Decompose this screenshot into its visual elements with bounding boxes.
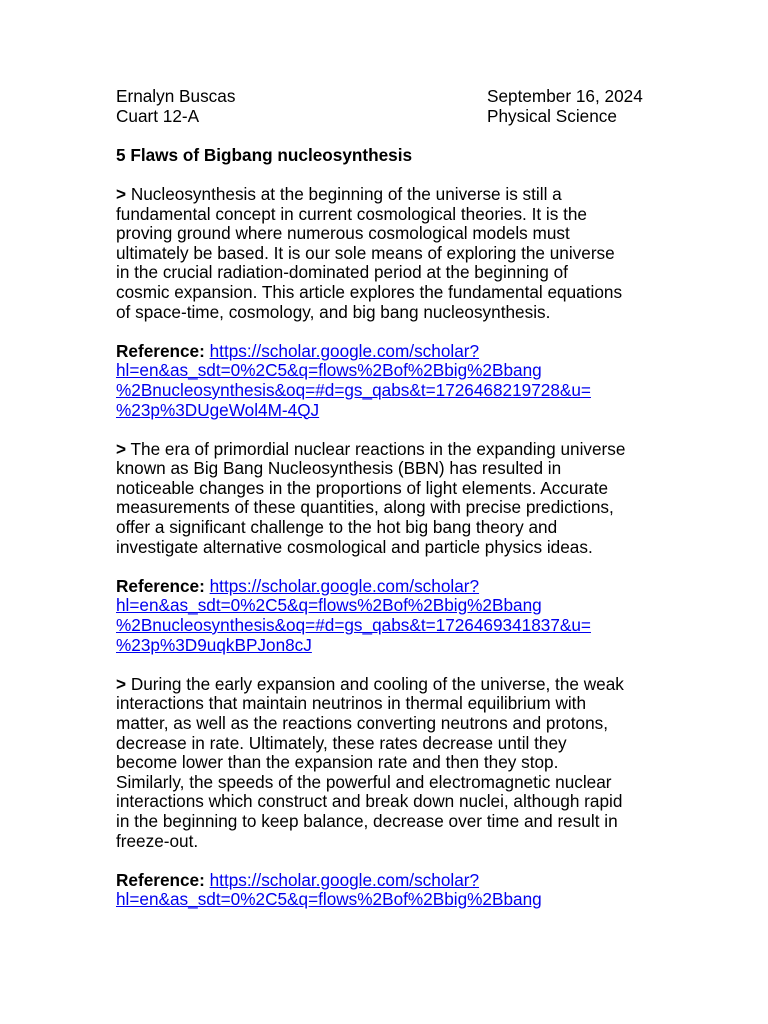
paragraph-line (116, 185, 656, 205)
class-section: Cuart 12-A (116, 105, 200, 126)
paragraph-text: become lower than the expansion rate and then they stop. (116, 752, 559, 773)
paragraph-line (116, 440, 656, 460)
paragraph-text: decrease in rate. Ultimately, these rates decrease until they (116, 732, 567, 753)
author-name: Ernalyn Buscas (116, 86, 236, 106)
paragraph-line (116, 714, 656, 734)
paragraph-line (116, 694, 656, 714)
paragraph-line (116, 479, 656, 499)
paragraph-text: The era of primordial nuclear reactions in the expanding universe (130, 438, 626, 459)
document-page (116, 87, 656, 910)
paragraph-line (116, 498, 656, 518)
paragraph-line (116, 244, 656, 264)
summary-paragraph (116, 675, 656, 851)
paragraph-line (116, 792, 656, 812)
reference-link[interactable]: %2Bnucleosynthesis&oq=#d=gs_qabs&t=1726469341837&u= (116, 615, 591, 636)
reference-line (116, 616, 656, 636)
reference-link[interactable]: https://scholar.google.com/scholar? (209, 340, 480, 361)
bullet-marker: > (116, 438, 127, 459)
reference-label: Reference: (116, 340, 205, 361)
bullet-marker: > (116, 673, 127, 694)
paragraph-text: proving ground where numerous cosmological models must (116, 223, 570, 244)
paragraph-text: ultimately be based. It is our sole means of exploring the universe (116, 242, 615, 263)
reference-line (116, 361, 656, 381)
paragraph-text: matter, as well as the reactions converting neutrons and protons, (116, 713, 609, 733)
summary-paragraph (116, 440, 656, 558)
reference-link[interactable]: https://scholar.google.com/scholar? (209, 575, 480, 596)
reference-line (116, 381, 656, 401)
paragraph-text: interactions which construct and break down nuclei, although rapid (116, 791, 623, 812)
paragraph-text: Nucleosynthesis at the beginning of the universe is still a (130, 183, 562, 204)
reference-line (116, 577, 656, 597)
paragraph-line (116, 773, 656, 793)
reference-line (116, 636, 656, 656)
reference-link[interactable]: %23p%3DUgeWol4M-4QJ (116, 399, 320, 420)
paragraph-line (116, 224, 656, 244)
header-row-2 (116, 107, 656, 127)
paragraph-line (116, 205, 656, 225)
reference-line (116, 596, 656, 616)
reference-line (116, 342, 656, 362)
paragraph-text: in the crucial radiation-dominated period at the beginning of (116, 262, 568, 283)
paragraph-line (116, 263, 656, 283)
reference-line (116, 871, 656, 891)
paragraph-line (116, 734, 656, 754)
document-date: September 16, 2024 (487, 86, 643, 106)
reference-link[interactable]: hl=en&as_sdt=0%2C5&q=flows%2Bof%2Bbig%2Bbang (116, 889, 542, 910)
paragraph-text: known as Big Bang Nucleosynthesis (BBN) has resulted in (116, 458, 562, 479)
document-title: 5 Flaws of Bigbang nucleosynthesis (116, 144, 413, 165)
paragraph-text: investigate alternative cosmological and particle physics ideas. (116, 536, 593, 557)
paragraph-line (116, 518, 656, 538)
paragraph-text: cosmic expansion. This article explores the fundamental equations (116, 281, 623, 302)
reference-link[interactable]: hl=en&as_sdt=0%2C5&q=flows%2Bof%2Bbig%2Bbang (116, 595, 542, 616)
reference-label: Reference: (116, 869, 205, 890)
paragraph-text: During the early expansion and cooling of the universe, the weak (130, 673, 624, 694)
paragraph-line (116, 812, 656, 832)
paragraph-line (116, 459, 656, 479)
paragraph-line (116, 753, 656, 773)
paragraph-line (116, 538, 656, 558)
paragraph-text: in the beginning to keep balance, decrease over time and result in (116, 810, 618, 831)
subject-name: Physical Science (487, 105, 617, 126)
bullet-marker: > (116, 183, 127, 204)
reference-label: Reference: (116, 575, 205, 596)
paragraph-text: freeze-out. (116, 830, 199, 851)
paragraph-line (116, 283, 656, 303)
header-row-1 (116, 87, 656, 107)
paragraph-line (116, 303, 656, 323)
paragraph-text: fundamental concept in current cosmological theories. It is the (116, 203, 587, 224)
reference-link[interactable]: %2Bnucleosynthesis&oq=#d=gs_qabs&t=1726468219728&u= (116, 379, 591, 400)
reference-link[interactable]: hl=en&as_sdt=0%2C5&q=flows%2Bof%2Bbig%2Bbang (116, 360, 542, 381)
paragraph-line (116, 832, 656, 852)
paragraph-text: noticeable changes in the proportions of light elements. Accurate (116, 477, 609, 498)
paragraph-text: Similarly, the speeds of the powerful and electromagnetic nuclear (116, 771, 612, 792)
reference-line (116, 401, 656, 421)
reference-line (116, 890, 656, 910)
reference-link[interactable]: %23p%3D9uqkBPJon8cJ (116, 634, 312, 655)
paragraph-text: offer a significant challenge to the hot big bang theory and (116, 517, 558, 538)
reference-link[interactable]: https://scholar.google.com/scholar? (209, 869, 480, 890)
paragraph-text: interactions that maintain neutrinos in thermal equilibrium with (116, 693, 587, 714)
reference-block (116, 577, 656, 655)
paragraph-line (116, 675, 656, 695)
paragraph-text: measurements of these quantities, along with precise predictions, (116, 497, 614, 518)
reference-block (116, 342, 656, 420)
paragraph-text: of space-time, cosmology, and big bang nucleosynthesis. (116, 301, 551, 322)
reference-block (116, 871, 656, 910)
summary-paragraph (116, 185, 656, 322)
entries-list (116, 185, 656, 910)
